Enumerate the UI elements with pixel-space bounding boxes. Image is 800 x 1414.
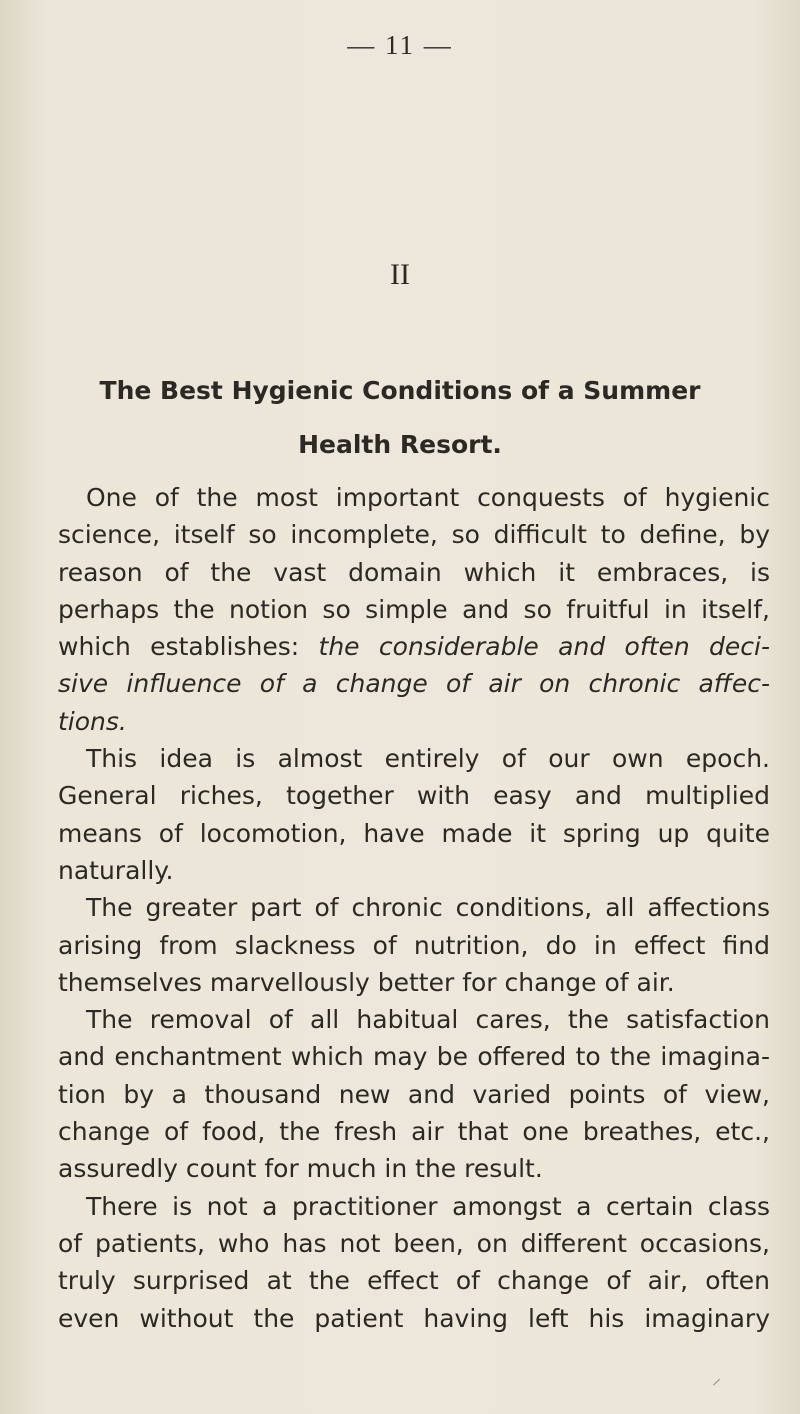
paragraph-2 <box>58 740 770 889</box>
chapter-title-line-1: The Best Hygienic Conditions of a Summer <box>99 376 701 405</box>
paragraph-4 <box>58 1001 770 1187</box>
text-line: means of locomotion, have made it spring up quite <box>58 818 770 848</box>
text-line: assuredly count for much in the result. <box>58 1154 543 1184</box>
ink-speck: ⸝ <box>712 1368 721 1388</box>
text-line: science, itself so incomplete, so difficult to define, by <box>58 520 770 550</box>
text-line: change of food, the fresh air that one breathes, etc., <box>58 1117 770 1147</box>
text-line: themselves marvellously better for change of air. <box>58 967 675 997</box>
text-line: tion by a thousand new and varied points of view, <box>58 1079 770 1109</box>
italic-run: sive influence of a change of air on chronic affec- <box>58 669 770 699</box>
text-line: The greater part of chronic conditions, all affections <box>86 893 770 923</box>
text-line: There is not a practitioner amongst a certain class <box>86 1191 770 1221</box>
text-line <box>58 628 770 665</box>
paragraph-5 <box>58 1188 770 1337</box>
italic-run: the considerable and often deci- <box>318 632 770 662</box>
text-run: which establishes: <box>58 632 319 662</box>
italic-run: tions. <box>58 706 127 736</box>
text-line <box>58 665 770 702</box>
text-line: reason of the vast domain which it embraces, is <box>58 557 770 587</box>
text-line: The removal of all habitual cares, the satisfaction <box>86 1005 770 1035</box>
paragraph-1 <box>58 479 770 740</box>
page-number: — 11 — <box>347 30 453 60</box>
text-line <box>58 703 770 740</box>
text-line: naturally. <box>58 855 174 885</box>
text-line: This idea is almost entirely of our own epoch. <box>86 744 770 774</box>
chapter-title-line-2: Health Resort. <box>298 430 502 459</box>
chapter-number: II <box>390 258 410 291</box>
text-line: truly surprised at the effect of change of air, often <box>58 1266 770 1296</box>
text-line: General riches, together with easy and multiplied <box>58 781 770 811</box>
text-line: of patients, who has not been, on different occasions, <box>58 1228 770 1258</box>
text-line: arising from slackness of nutrition, do in effect find <box>58 930 770 960</box>
text-line: even without the patient having left his imaginary <box>58 1303 770 1333</box>
text-line: perhaps the notion so simple and so fruitful in itself, <box>58 594 770 624</box>
text-line: and enchantment which may be offered to the imagina- <box>58 1042 770 1072</box>
text-line: One of the most important conquests of hygienic <box>86 483 770 512</box>
chapter-title <box>60 364 740 472</box>
body-text <box>58 479 770 1337</box>
paragraph-3 <box>58 889 770 1001</box>
